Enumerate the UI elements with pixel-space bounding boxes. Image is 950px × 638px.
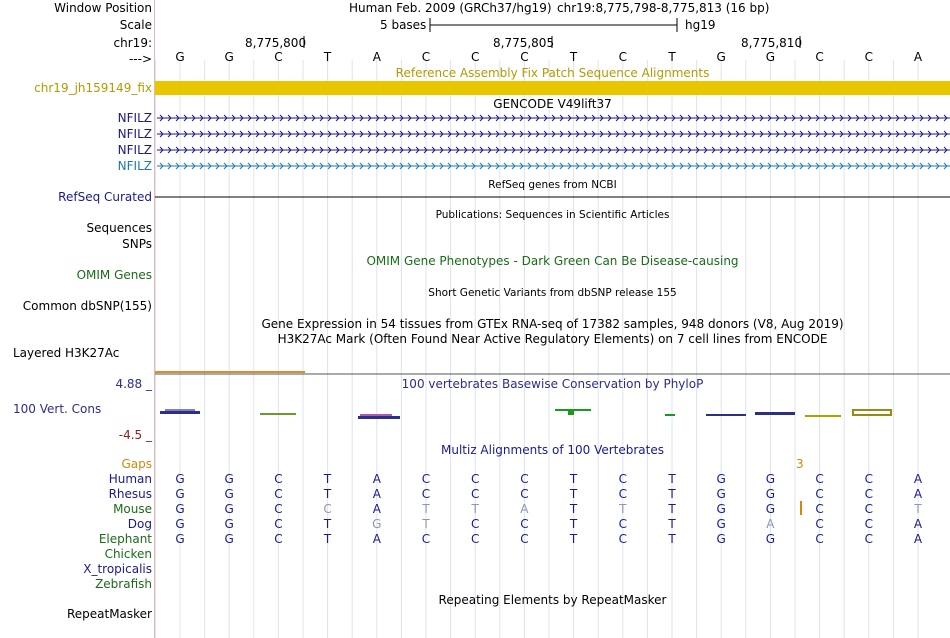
tick-label-1: 8,775,800 [245,36,307,50]
aligned-base: C [815,532,824,546]
reference-base: C [470,50,480,64]
tick-label-2: 8,775,805 [493,36,555,50]
aligned-base: G [175,517,185,531]
reference-base: C [421,50,431,64]
h3k27ac-title: H3K27Ac Mark (Often Found Near Active Regulatory Elements) on 7 cell lines from ENCODE [277,332,828,346]
repeatmasker-title: Repeating Elements by RepeatMasker [438,593,667,607]
aligned-base: G [765,487,776,501]
aligned-base: C [470,532,480,546]
aligned-base: T [569,517,578,531]
scale-label: Scale [119,18,152,32]
gaps-label[interactable]: Gaps [121,457,152,471]
aligned-base: T [471,502,479,516]
aligned-base: G [765,502,776,516]
aligned-base: C [618,532,627,546]
aligned-base: C [470,517,480,531]
aligned-base: G [175,487,185,501]
aligned-base: A [372,487,381,501]
dbsnp-label[interactable]: Common dbSNP(155) [22,299,152,313]
aligned-base: C [520,517,529,531]
aligned-base: T [668,502,676,516]
aligned-base: T [668,532,676,546]
aligned-base: C [815,502,824,516]
publications-title: Publications: Sequences in Scientific Articles [435,209,670,221]
reference-base: C [618,50,627,64]
reference-base: G [765,50,776,64]
dbsnp-title: Short Genetic Variants from dbSNP release 155 [428,287,677,299]
aligned-base: G [175,532,185,546]
aligned-base: C [815,487,824,501]
reference-base: C [864,50,873,64]
aligned-base: T [323,517,332,531]
aligned-base: G [716,487,726,501]
aligned-base: G [765,472,776,486]
assembly-name: Human Feb. 2009 (GRCh37/hg19) [349,1,552,15]
aligned-base: G [224,517,234,531]
aligned-base: T [668,472,676,486]
fix-patch-title: Reference Assembly Fix Patch Sequence Alignments [395,66,710,80]
species-label[interactable]: X_tropicalis [83,562,152,576]
species-label[interactable]: Human [108,472,152,486]
reference-base: C [520,50,529,64]
reference-base: C [274,50,283,64]
aligned-base: T [569,502,578,516]
aligned-base: G [224,487,234,501]
aligned-base: T [668,517,676,531]
aligned-base: G [716,502,726,516]
phylop-title: 100 vertebrates Basewise Conservation by PhyloP [401,377,704,391]
reference-base: A [372,50,381,64]
reference-base: G [224,50,234,64]
aligned-base: C [864,472,873,486]
tick-label-3: 8,775,810 [741,36,803,50]
window-position: chr19:8,775,798-8,775,813 (16 bp) [557,1,770,15]
gtex-title: Gene Expression in 54 tissues from GTEx RNA-seq of 17382 samples, 948 donors (V8, Aug 2019) [261,317,844,331]
aligned-base: T [569,472,578,486]
aligned-base: A [520,502,529,516]
aligned-base: G [372,517,382,531]
aligned-base: C [618,517,627,531]
reference-base: T [323,50,332,64]
aligned-base: G [224,472,234,486]
gene-label-2[interactable]: NFILZ [117,127,152,141]
window-position-label: Window Position [54,1,152,15]
aligned-base: T [569,487,578,501]
h3k27ac-label[interactable]: Layered H3K27Ac [13,346,120,360]
aligned-base: T [323,487,332,501]
refseq-title: RefSeq genes from NCBI [488,179,617,191]
multiz-title: Multiz Alignments of 100 Vertebrates [440,443,665,457]
db-name: hg19 [685,18,716,32]
aligned-base: C [864,517,873,531]
aligned-base: T [619,502,627,516]
aligned-base: A [372,472,381,486]
aligned-base: C [421,487,431,501]
aligned-base: A [372,502,381,516]
aligned-base: C [470,487,480,501]
species-label[interactable]: Zebrafish [95,577,152,591]
reference-base: T [569,50,578,64]
repeatmasker-label[interactable]: RepeatMasker [66,607,152,621]
strand-arrow-label: ---> [128,52,152,66]
reference-base: C [815,50,824,64]
reference-base: G [716,50,726,64]
aligned-base: C [421,532,431,546]
aligned-base: C [864,487,873,501]
aligned-base: G [716,472,726,486]
aligned-base: C [274,517,283,531]
sequences-label[interactable]: Sequences [86,221,152,235]
aligned-base: C [274,502,283,516]
aligned-base: C [520,472,529,486]
phylop-min: -4.5 _ [118,428,152,442]
gene-label-1[interactable]: NFILZ [117,111,152,125]
aligned-base: G [175,502,185,516]
phylop-max: 4.88 _ [115,377,152,391]
gencode-title: GENCODE V49lift37 [493,97,612,111]
species-label[interactable]: Dog [127,517,152,531]
omim-title: OMIM Gene Phenotypes - Dark Green Can Be Disease-causing [366,254,739,268]
aligned-base: C [618,472,627,486]
aligned-base: A [372,532,381,546]
scale-text: 5 bases [380,18,427,32]
aligned-base: C [815,517,824,531]
reference-base: A [913,50,923,64]
species-label[interactable]: Chicken [104,547,152,561]
aligned-base: G [224,532,234,546]
aligned-base: C [274,532,283,546]
aligned-base: A [913,472,923,486]
aligned-base: C [520,532,529,546]
aligned-base: T [668,487,676,501]
omim-label[interactable]: OMIM Genes [76,268,152,282]
aligned-base: T [422,517,430,531]
aligned-base: C [274,487,283,501]
gene-label-4[interactable]: NFILZ [117,159,152,173]
aligned-base: G [224,502,234,516]
snps-label[interactable]: SNPs [122,237,152,251]
aligned-base: C [421,472,431,486]
aligned-base: T [323,472,332,486]
aligned-base: C [815,472,824,486]
aligned-base: C [470,472,480,486]
aligned-base: A [913,532,923,546]
phylop-label[interactable]: 100 Vert. Cons [13,402,102,416]
aligned-base: T [569,532,578,546]
aligned-base: C [618,487,627,501]
species-label[interactable]: Rhesus [108,487,152,501]
gene-label-3[interactable]: NFILZ [117,143,152,157]
chrom-label: chr19: [113,36,152,50]
aligned-base: T [323,532,332,546]
species-label[interactable]: Elephant [98,532,152,546]
aligned-base: C [274,472,283,486]
aligned-base: G [175,472,185,486]
aligned-base: A [913,487,923,501]
aligned-base: A [766,517,775,531]
aligned-base: C [323,502,332,516]
aligned-base: G [716,517,726,531]
reference-base: T [668,50,676,64]
fix-patch-label[interactable]: chr19_jh159149_fix [34,81,152,95]
aligned-base: T [422,502,430,516]
aligned-base: G [765,532,776,546]
refseq-label[interactable]: RefSeq Curated [58,190,152,204]
aligned-base: C [864,532,873,546]
aligned-base: T [914,502,922,516]
aligned-base: A [913,517,923,531]
aligned-base: C [520,487,529,501]
gaps-count: 3 [796,457,804,471]
reference-base: G [175,50,185,64]
aligned-base: C [864,502,873,516]
species-label[interactable]: Mouse [113,502,152,516]
aligned-base: G [716,532,726,546]
